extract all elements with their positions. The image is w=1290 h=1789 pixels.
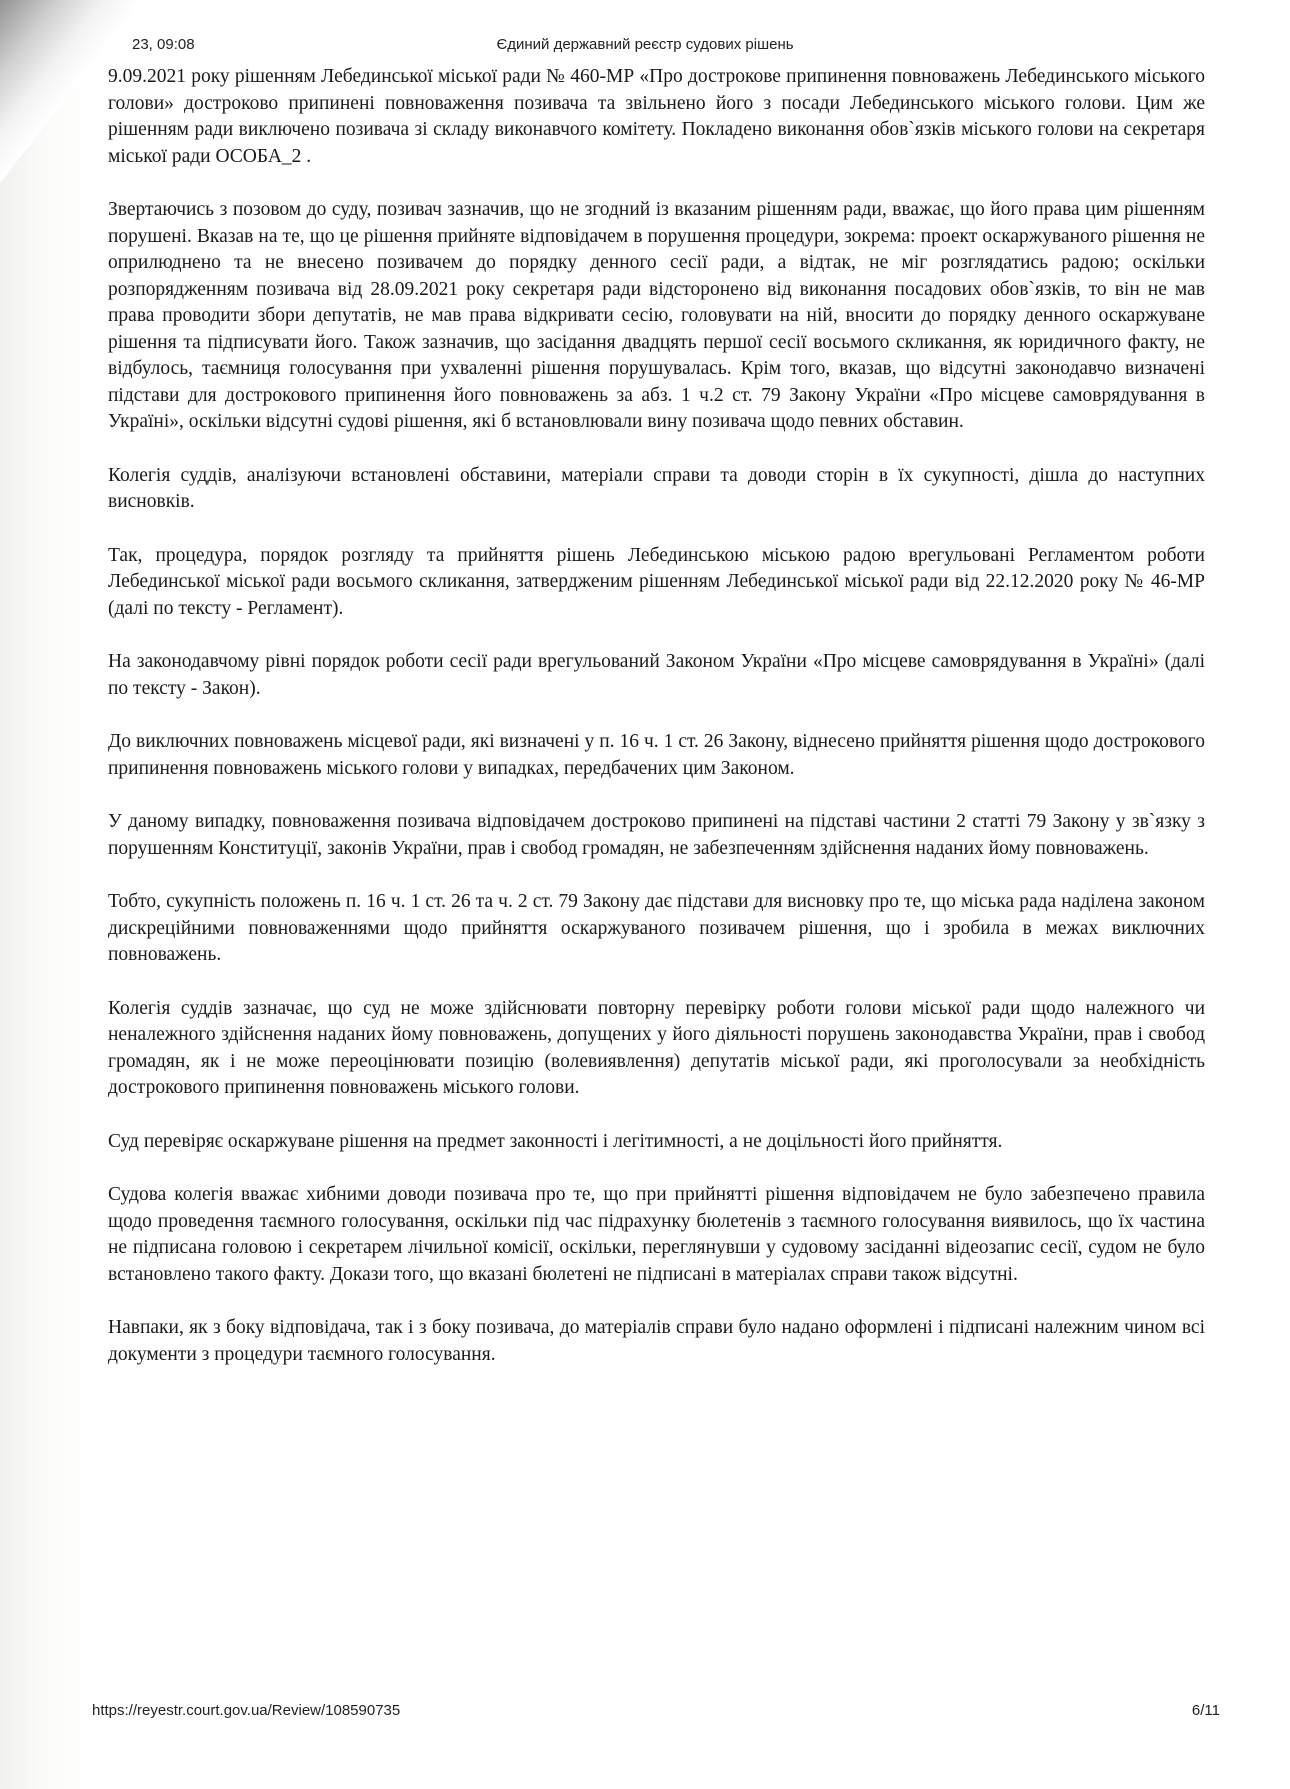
print-timestamp: 23, 09:08 (132, 36, 195, 53)
paragraph: Тобто, сукупність положень п. 16 ч. 1 ст. 26 та ч. 2 ст. 79 Закону дає підстави для висновку про те, що міська рада наділена законом дискреційними повноваженнями щодо прийняття оскаржуваного позивачем рішення, що і зробила в межах виключних повноважень. (108, 891, 1205, 965)
document-body (108, 64, 1205, 1395)
paragraph: Суд перевіряє оскаржуване рішення на предмет законності і легітимності, а не доцільності його прийняття. (108, 1130, 1003, 1152)
paragraph: 9.09.2021 року рішенням Лебединської міської ради № 460-МР «Про дострокове припинення повноважень Лебединського міського голови» достроково припинені повноваження позивача та звільнено його з посади Лебединського міського голови. Цим же рішенням ради виключено позивача зі складу виконавчого комітету. Покладено виконання обов`язків міського голови на секретаря міської ради ОСОБА_2 . (108, 66, 1205, 167)
paragraph: Звертаючись з позовом до суду, позивач зазначив, що не згодний із вказаним рішенням ради, вважає, що його права цим рішенням порушені. Вказав на те, що це рішення прийняте відповідачем в порушення процедури, зокрема: проект оскаржуваного рішення не оприлюднено та не внесено позивачем до порядку денного сесії ради, а відтак, не міг розглядатись радою; оскільки розпорядженням позивача від 28.09.2021 року секретаря ради відсторонено від виконання посадових обов`язків, то він не мав права проводити збори депутатів, не мав права відкривати сесію, головувати на ній, вносити до порядку денного оскаржуване рішення та підписувати його. Також зазначив, що засідання двадцять першої сесії восьмого скликання, як юридичного факту, не відбулось, таємниця голосування при ухваленні рішення порушувалась. Крім того, вказав, що відсутні законодавчо визначені підстави для дострокового припинення його повноважень за абз. 1 ч.2 ст. 79 Закону України «Про місцеве самоврядування в Україні», оскільки відсутні судові рішення, які б встановлювали вину позивача щодо певних обставин. (108, 199, 1205, 432)
page-number: 6/11 (1191, 1702, 1220, 1719)
paragraph: У даному випадку, повноваження позивача відповідачем достроково припинені на підставі частини 2 статті 79 Закону у зв`язку з порушенням Конституції, законів України, прав і свобод громадян, не забезпеченням здійснення наданих йому повноважень. (108, 811, 1205, 859)
paragraph: Колегія суддів, аналізуючи встановлені обставини, матеріали справи та доводи сторін в їх сукупності, дішла до наступних висновків. (108, 464, 1205, 512)
paragraph: Судова колегія вважає хибними доводи позивача про те, що при прийнятті рішення відповідачем не було забезпечено правила щодо проведення таємного голосування, оскільки під час підрахунку бюлетенів з таємного голосування виявилось, що їх частина не підписана головою і секретарем лічильної комісії, оскільки, переглянувши у судовому засіданні відеозапис сесії, судом не було встановлено такого факту. Докази того, що вказані бюлетені не підписані в матеріалах справи також відсутні. (108, 1184, 1205, 1285)
paragraph: Колегія суддів зазначає, що суд не може здійснювати повторну перевірку роботи голови міської ради щодо належного чи неналежного здійснення наданих йому повноважень, допущених у його діяльності порушень законодавства України, прав і свобод громадян, як і не може переоцінювати позицію (волевиявлення) депутатів міської ради, які проголосували за необхідність дострокового припинення повноважень міського голови. (108, 997, 1205, 1098)
paragraph: Навпаки, як з боку відповідача, так і з боку позивача, до матеріалів справи було надано оформлені і підписані належним чином всі документи з процедури таємного голосування. (108, 1317, 1205, 1365)
source-url[interactable]: https://reyestr.court.gov.ua/Review/108590735 (92, 1702, 401, 1719)
paragraph: До виключних повноважень місцевої ради, які визначені у п. 16 ч. 1 ст. 26 Закону, віднесено прийняття рішення щодо дострокового припинення повноважень міського голови у випадках, передбачених цим Законом. (108, 731, 1205, 779)
paragraph: На законодавчому рівні порядок роботи сесії ради врегульований Законом України «Про місцеве самоврядування в Україні» (далі по тексту - Закон). (108, 651, 1205, 699)
paragraph: Так, процедура, порядок розгляду та прийняття рішень Лебединською міською радою врегульовані Регламентом роботи Лебединської міської ради восьмого скликання, затвердженим рішенням Лебединської міської ради від 22.12.2020 року № 46-МР (далі по тексту - Регламент). (108, 544, 1205, 619)
registry-title: Єдиний державний реєстр судових рішень (496, 36, 794, 53)
